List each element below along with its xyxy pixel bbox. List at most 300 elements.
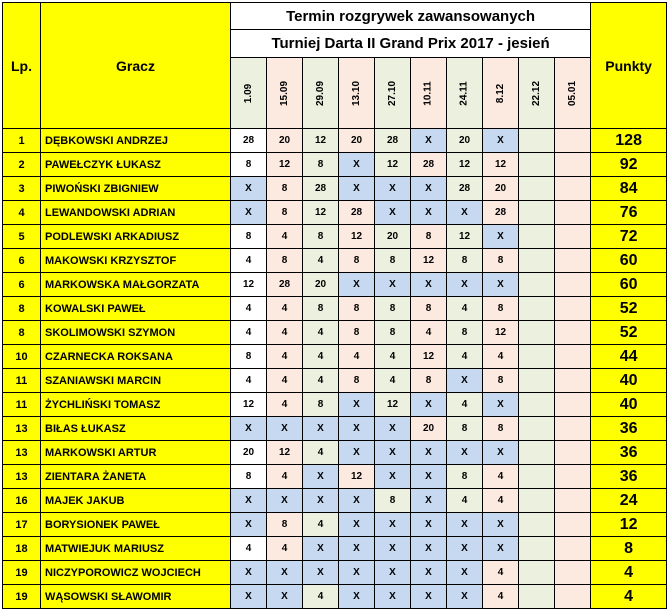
score-cell: 4 <box>375 369 411 393</box>
player-name-cell: PAWEŁCZYK ŁUKASZ <box>41 153 231 177</box>
score-cell <box>519 201 555 225</box>
score-cell: 28 <box>267 273 303 297</box>
player-name-cell: MARKOWSKA MAŁGORZATA <box>41 273 231 297</box>
date-label: 8.12 <box>495 83 506 103</box>
score-cell: 4 <box>447 345 483 369</box>
score-cell <box>519 369 555 393</box>
score-cell: 28 <box>447 177 483 201</box>
score-cell: 20 <box>375 225 411 249</box>
score-cell: X <box>447 537 483 561</box>
rank-cell: 19 <box>3 585 41 609</box>
player-name-cell: BORYSIONEK PAWEŁ <box>41 513 231 537</box>
score-cell: 12 <box>375 153 411 177</box>
score-cell: X <box>483 513 519 537</box>
player-header: Gracz <box>41 3 231 129</box>
score-cell: X <box>375 513 411 537</box>
points-cell: 52 <box>591 297 667 321</box>
rank-cell: 1 <box>3 129 41 153</box>
score-cell: 8 <box>411 369 447 393</box>
score-cell: 4 <box>303 345 339 369</box>
table-row <box>3 393 667 417</box>
score-cell: X <box>483 441 519 465</box>
rank-cell: 2 <box>3 153 41 177</box>
score-cell <box>519 465 555 489</box>
player-name-cell: NICZYPOROWICZ WOJCIECH <box>41 561 231 585</box>
score-cell: X <box>375 273 411 297</box>
table-row <box>3 153 667 177</box>
score-cell: X <box>447 273 483 297</box>
score-cell: 12 <box>303 201 339 225</box>
rank-cell: 4 <box>3 201 41 225</box>
score-cell <box>555 513 591 537</box>
score-cell: 28 <box>375 129 411 153</box>
score-cell: X <box>411 129 447 153</box>
score-cell: 20 <box>447 129 483 153</box>
score-cell: X <box>267 561 303 585</box>
score-cell: 4 <box>231 249 267 273</box>
table-row <box>3 441 667 465</box>
points-cell: 36 <box>591 465 667 489</box>
score-cell: X <box>447 561 483 585</box>
rank-cell: 18 <box>3 537 41 561</box>
rank-cell: 6 <box>3 273 41 297</box>
score-cell <box>555 273 591 297</box>
score-cell: X <box>411 201 447 225</box>
rank-cell: 8 <box>3 321 41 345</box>
score-cell <box>555 153 591 177</box>
score-cell: 12 <box>267 441 303 465</box>
table-row <box>3 369 667 393</box>
score-cell <box>555 225 591 249</box>
score-cell: 12 <box>231 393 267 417</box>
score-cell <box>519 537 555 561</box>
score-cell <box>555 585 591 609</box>
score-cell: 4 <box>483 465 519 489</box>
score-cell: 12 <box>447 153 483 177</box>
score-cell <box>519 417 555 441</box>
table-row <box>3 201 667 225</box>
score-cell <box>555 417 591 441</box>
date-label: 15.09 <box>279 80 290 106</box>
score-cell: 4 <box>303 249 339 273</box>
score-cell: 8 <box>483 297 519 321</box>
score-cell: 8 <box>231 465 267 489</box>
score-cell: 4 <box>483 489 519 513</box>
score-cell: 4 <box>303 321 339 345</box>
score-cell: 12 <box>483 321 519 345</box>
points-cell: 36 <box>591 441 667 465</box>
score-cell: 12 <box>447 225 483 249</box>
score-cell: 8 <box>375 321 411 345</box>
date-header <box>375 58 411 129</box>
score-cell: 20 <box>411 417 447 441</box>
score-cell: 4 <box>231 321 267 345</box>
player-name-cell: CZARNECKA ROKSANA <box>41 345 231 369</box>
date-header <box>555 58 591 129</box>
score-cell: 28 <box>231 129 267 153</box>
score-cell <box>519 441 555 465</box>
date-header <box>519 58 555 129</box>
score-cell <box>519 153 555 177</box>
standings-table-wrapper <box>2 2 666 605</box>
player-name-cell: SKOLIMOWSKI SZYMON <box>41 321 231 345</box>
score-cell: 4 <box>447 393 483 417</box>
score-cell: 8 <box>375 297 411 321</box>
score-cell: 20 <box>231 441 267 465</box>
score-cell <box>555 129 591 153</box>
score-cell: X <box>411 393 447 417</box>
score-cell <box>555 537 591 561</box>
date-label: 05.01 <box>567 80 579 106</box>
table-row <box>3 489 667 513</box>
rank-cell: 11 <box>3 369 41 393</box>
score-cell: X <box>339 177 375 201</box>
score-cell: X <box>339 273 375 297</box>
table-row <box>3 249 667 273</box>
rank-cell: 13 <box>3 465 41 489</box>
score-cell: X <box>375 417 411 441</box>
score-cell: 4 <box>231 537 267 561</box>
score-cell: 4 <box>267 345 303 369</box>
player-name-cell: PODLEWSKI ARKADIUSZ <box>41 225 231 249</box>
score-cell: 8 <box>447 465 483 489</box>
score-cell <box>555 297 591 321</box>
points-cell: 60 <box>591 249 667 273</box>
score-cell: X <box>339 393 375 417</box>
score-cell: X <box>231 513 267 537</box>
score-cell: X <box>339 441 375 465</box>
score-cell <box>555 441 591 465</box>
score-cell: 8 <box>267 249 303 273</box>
points-cell: 128 <box>591 129 667 153</box>
score-cell: 28 <box>339 201 375 225</box>
score-cell: 8 <box>483 249 519 273</box>
score-cell: X <box>375 585 411 609</box>
date-label: 13.10 <box>351 80 362 106</box>
points-cell: 92 <box>591 153 667 177</box>
score-cell: 4 <box>231 369 267 393</box>
score-cell: X <box>447 513 483 537</box>
score-cell: 12 <box>411 345 447 369</box>
score-cell: X <box>339 489 375 513</box>
rank-cell: 11 <box>3 393 41 417</box>
score-cell: X <box>375 441 411 465</box>
points-cell: 4 <box>591 585 667 609</box>
score-cell: X <box>411 537 447 561</box>
score-cell: X <box>339 513 375 537</box>
score-cell <box>555 201 591 225</box>
points-cell: 4 <box>591 561 667 585</box>
score-cell: X <box>411 585 447 609</box>
table-row <box>3 537 667 561</box>
score-cell: 8 <box>339 297 375 321</box>
score-cell: 4 <box>267 225 303 249</box>
score-cell <box>555 321 591 345</box>
points-cell: 44 <box>591 345 667 369</box>
score-cell: 12 <box>231 273 267 297</box>
score-cell <box>555 249 591 273</box>
score-cell: X <box>339 537 375 561</box>
score-cell: X <box>411 465 447 489</box>
score-cell: 8 <box>267 513 303 537</box>
score-cell <box>519 585 555 609</box>
rank-cell: 5 <box>3 225 41 249</box>
score-cell: X <box>375 177 411 201</box>
date-label: 29.09 <box>315 80 326 106</box>
score-cell <box>519 393 555 417</box>
player-name-cell: LEWANDOWSKI ADRIAN <box>41 201 231 225</box>
score-cell: X <box>411 273 447 297</box>
score-cell: 20 <box>267 129 303 153</box>
score-cell: 8 <box>375 249 411 273</box>
score-cell: X <box>375 201 411 225</box>
table-row <box>3 465 667 489</box>
table-row <box>3 273 667 297</box>
lp-header: Lp. <box>3 3 41 129</box>
score-cell: X <box>375 465 411 489</box>
rank-cell: 13 <box>3 441 41 465</box>
score-cell: X <box>447 369 483 393</box>
score-cell: 12 <box>267 153 303 177</box>
score-cell: 4 <box>267 393 303 417</box>
score-cell <box>519 489 555 513</box>
score-cell: 8 <box>483 417 519 441</box>
table-row <box>3 177 667 201</box>
score-cell: X <box>339 417 375 441</box>
score-cell: 4 <box>267 321 303 345</box>
score-cell: X <box>303 537 339 561</box>
date-header <box>447 58 483 129</box>
score-cell: X <box>231 177 267 201</box>
score-cell: 12 <box>411 249 447 273</box>
score-cell: 8 <box>231 153 267 177</box>
score-cell: 8 <box>267 201 303 225</box>
score-cell: 12 <box>483 153 519 177</box>
points-cell: 76 <box>591 201 667 225</box>
score-cell <box>519 345 555 369</box>
score-cell: X <box>303 561 339 585</box>
player-name-cell: MAJEK JAKUB <box>41 489 231 513</box>
score-cell: 28 <box>303 177 339 201</box>
score-cell: 8 <box>267 177 303 201</box>
date-header <box>339 58 375 129</box>
score-cell: 4 <box>303 513 339 537</box>
table-row <box>3 297 667 321</box>
player-name-cell: MARKOWSKI ARTUR <box>41 441 231 465</box>
date-label: 27.10 <box>387 80 398 106</box>
table-row <box>3 225 667 249</box>
score-cell <box>555 489 591 513</box>
score-cell: X <box>411 561 447 585</box>
score-cell: 8 <box>303 225 339 249</box>
score-cell: 8 <box>231 345 267 369</box>
rank-cell: 10 <box>3 345 41 369</box>
score-cell: X <box>267 417 303 441</box>
score-cell <box>555 345 591 369</box>
points-cell: 24 <box>591 489 667 513</box>
player-name-cell: BIŁAS ŁUKASZ <box>41 417 231 441</box>
score-cell: X <box>267 585 303 609</box>
score-cell: X <box>339 585 375 609</box>
score-cell: X <box>483 273 519 297</box>
table-row <box>3 585 667 609</box>
player-name-cell: KOWALSKI PAWEŁ <box>41 297 231 321</box>
table-row <box>3 321 667 345</box>
table-row <box>3 513 667 537</box>
score-cell: 8 <box>411 225 447 249</box>
player-name-cell: MATWIEJUK MARIUSZ <box>41 537 231 561</box>
player-name-cell: SZANIAWSKI MARCIN <box>41 369 231 393</box>
score-cell: 4 <box>411 321 447 345</box>
rank-cell: 13 <box>3 417 41 441</box>
score-cell <box>555 465 591 489</box>
score-cell: 8 <box>447 249 483 273</box>
score-cell: 8 <box>483 369 519 393</box>
player-name-cell: PIWOŃSKI ZBIGNIEW <box>41 177 231 201</box>
score-cell <box>519 249 555 273</box>
score-cell: X <box>447 201 483 225</box>
rank-cell: 17 <box>3 513 41 537</box>
score-cell: X <box>411 177 447 201</box>
points-cell: 60 <box>591 273 667 297</box>
score-cell: X <box>303 417 339 441</box>
score-cell: X <box>483 225 519 249</box>
score-cell: X <box>303 465 339 489</box>
score-cell: 4 <box>267 369 303 393</box>
rank-cell: 8 <box>3 297 41 321</box>
score-cell: X <box>411 513 447 537</box>
score-cell: 4 <box>483 345 519 369</box>
score-cell: 8 <box>303 153 339 177</box>
score-cell: 20 <box>483 177 519 201</box>
date-header <box>411 58 447 129</box>
score-cell <box>519 129 555 153</box>
score-cell: 20 <box>303 273 339 297</box>
table-row <box>3 417 667 441</box>
date-header <box>231 58 267 129</box>
player-name-cell: ZIENTARA ŻANETA <box>41 465 231 489</box>
date-header <box>483 58 519 129</box>
score-cell: 8 <box>339 249 375 273</box>
score-cell <box>555 177 591 201</box>
player-name-cell: MAKOWSKI KRZYSZTOF <box>41 249 231 273</box>
rank-cell: 16 <box>3 489 41 513</box>
points-cell: 40 <box>591 369 667 393</box>
table-title: Termin rozgrywek zawansowanych <box>231 3 591 30</box>
score-cell: 8 <box>339 369 375 393</box>
standings-table <box>2 2 667 609</box>
score-cell: 4 <box>447 297 483 321</box>
score-cell: 4 <box>483 561 519 585</box>
score-cell: X <box>231 417 267 441</box>
score-cell <box>519 321 555 345</box>
date-label: 24.11 <box>458 80 470 106</box>
score-cell: 4 <box>483 585 519 609</box>
score-cell: X <box>339 561 375 585</box>
date-header <box>267 58 303 129</box>
points-cell: 12 <box>591 513 667 537</box>
table-subtitle: Turniej Darta II Grand Prix 2017 - jesień <box>231 30 591 58</box>
score-cell: 4 <box>303 369 339 393</box>
score-cell <box>555 393 591 417</box>
score-cell: X <box>339 153 375 177</box>
score-cell: X <box>375 561 411 585</box>
score-cell: 4 <box>339 345 375 369</box>
rank-cell: 19 <box>3 561 41 585</box>
score-cell: X <box>303 489 339 513</box>
score-cell <box>519 561 555 585</box>
points-cell: 36 <box>591 417 667 441</box>
player-name-cell: ŻYCHLIŃSKI TOMASZ <box>41 393 231 417</box>
date-label: 22.12 <box>531 80 542 106</box>
score-cell: 4 <box>303 585 339 609</box>
score-cell: 8 <box>303 393 339 417</box>
score-cell: X <box>447 585 483 609</box>
table-row <box>3 561 667 585</box>
score-cell: 12 <box>303 129 339 153</box>
score-cell: 8 <box>447 417 483 441</box>
table-row <box>3 345 667 369</box>
score-cell: 4 <box>303 441 339 465</box>
score-cell: X <box>411 489 447 513</box>
player-name-cell: DĘBKOWSKI ANDRZEJ <box>41 129 231 153</box>
score-cell: X <box>483 129 519 153</box>
points-header: Punkty <box>591 3 667 129</box>
score-cell: X <box>411 441 447 465</box>
score-cell: X <box>231 201 267 225</box>
date-label: 10.11 <box>422 80 434 106</box>
score-cell: 4 <box>267 297 303 321</box>
score-cell <box>519 273 555 297</box>
score-cell: 8 <box>447 321 483 345</box>
score-cell: 12 <box>375 393 411 417</box>
rank-cell: 6 <box>3 249 41 273</box>
score-cell: X <box>267 489 303 513</box>
score-cell <box>555 561 591 585</box>
score-cell: X <box>483 537 519 561</box>
score-cell: X <box>483 393 519 417</box>
score-cell: X <box>231 585 267 609</box>
date-header <box>303 58 339 129</box>
rank-cell: 3 <box>3 177 41 201</box>
score-cell <box>555 369 591 393</box>
date-label: 1.09 <box>243 83 254 103</box>
score-cell: 8 <box>411 297 447 321</box>
score-cell: 8 <box>231 225 267 249</box>
score-cell <box>519 297 555 321</box>
score-cell: 12 <box>339 225 375 249</box>
score-cell: 28 <box>483 201 519 225</box>
table-row <box>3 129 667 153</box>
score-cell: X <box>231 489 267 513</box>
score-cell: 8 <box>339 321 375 345</box>
points-cell: 72 <box>591 225 667 249</box>
score-cell: 8 <box>303 297 339 321</box>
points-cell: 8 <box>591 537 667 561</box>
score-cell <box>519 225 555 249</box>
score-cell <box>519 177 555 201</box>
score-cell: X <box>447 441 483 465</box>
score-cell: 12 <box>339 465 375 489</box>
player-name-cell: WĄSOWSKI SŁAWOMIR <box>41 585 231 609</box>
score-cell: 8 <box>375 489 411 513</box>
score-cell: X <box>375 537 411 561</box>
score-cell: 4 <box>267 537 303 561</box>
score-cell: 20 <box>339 129 375 153</box>
points-cell: 84 <box>591 177 667 201</box>
score-cell: 4 <box>375 345 411 369</box>
score-cell <box>519 513 555 537</box>
